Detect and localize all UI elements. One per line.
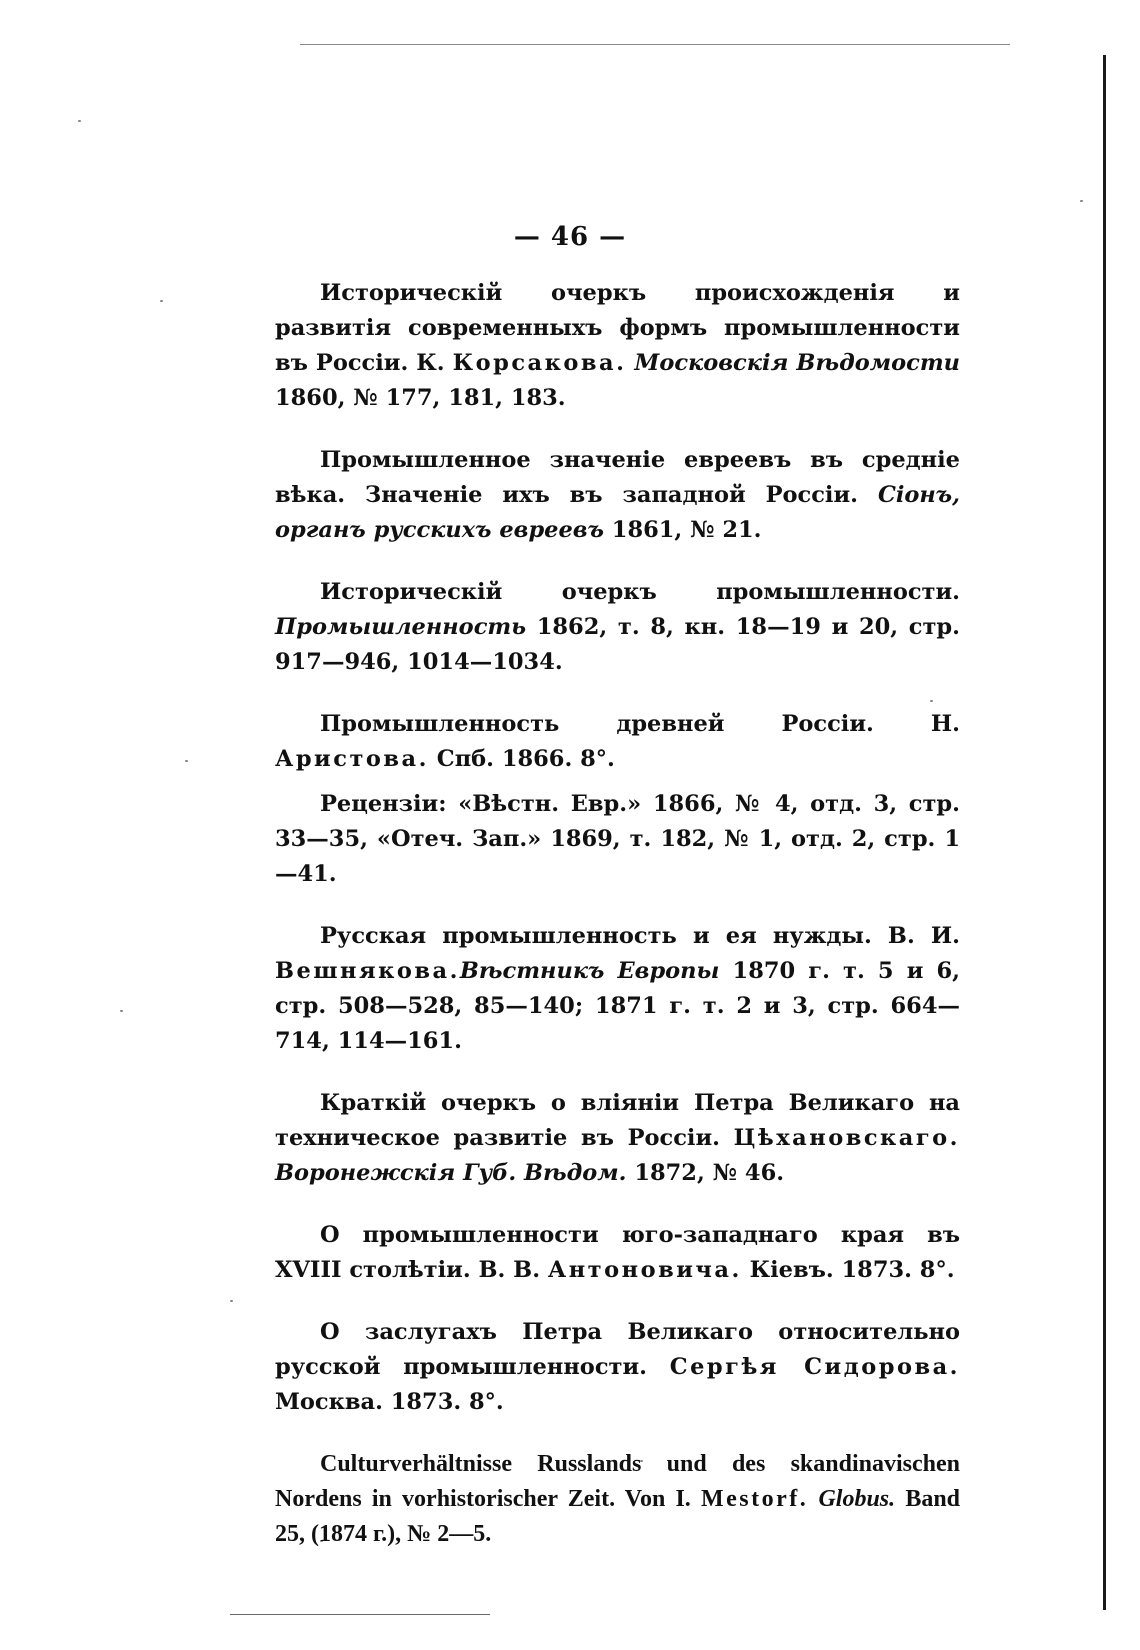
bibliography-entry [275, 443, 960, 548]
entry-source: Globus. [818, 1486, 896, 1512]
entry-text: Историческій очеркъ промышленности. [320, 579, 960, 605]
bibliography-entry [275, 276, 960, 416]
bibliography-entry [275, 575, 960, 680]
entry-text: О промышленности юго-западнаго края въ XVIII столѣтіи. В. В. [275, 1222, 960, 1283]
bibliography-entry [275, 707, 960, 777]
entry-source: Вѣстникъ Европы [459, 958, 720, 984]
page-number: — 46 — [513, 222, 627, 252]
entry-author: Корсакова. [452, 350, 627, 376]
entry-author: Аристова. [275, 746, 429, 772]
bibliography-entry [275, 1447, 960, 1552]
bibliography-entry [275, 1086, 960, 1191]
entry-text: Историческій очеркъ происхожденія и развитія современныхъ формъ промышленности въ Россіи. К. [275, 280, 960, 376]
entry-source: Сіонъ, органъ русскихъ евреевъ [275, 482, 960, 543]
bibliography-entry [275, 1218, 960, 1288]
entry-text: Кіевъ. 1873. 8°. [741, 1257, 955, 1283]
entry-source: Воронежскія Губ. Вѣдом. [275, 1160, 627, 1186]
entry-text: Culturverhältnisse Russlands und des skandinavischen Nordens in vorhistorischer Zeit. Von I. [275, 1451, 960, 1512]
entry-text: Промышленное значеніе евреевъ въ средніе вѣка. Значеніе ихъ въ западной Россіи. [275, 447, 960, 508]
entry-text: О заслугахъ Петра Великаго относительно русской промышленности. [275, 1319, 960, 1380]
entry-text: 1862, т. 8, кн. 18—19 и 20, стр. 917—946, 1014—1034. [275, 614, 960, 675]
bibliography-list [275, 276, 960, 1552]
entry-author: Вешнякова. [275, 958, 460, 984]
entry-author: Сергѣя Сидорова. [669, 1354, 960, 1380]
entry-author: Mestorf. [700, 1486, 809, 1512]
right-edge-line [1103, 55, 1106, 1610]
entry-text: 1860, № 177, 181, 183. [275, 385, 566, 411]
entry-text: 1872, № 46. [626, 1160, 785, 1186]
entry-author: Цѣхановскаго. [733, 1125, 960, 1151]
entry-source: Московскія Вѣдомости [634, 350, 960, 376]
entry-text: Рецензіи: «Вѣстн. Евр.» 1866, № 4, отд. 3, стр. 33—35, «Отеч. Зап.» 1869, т. 182, № 1, отд. 2, стр. 1—41. [275, 791, 960, 887]
entry-text: Промышленность древней Россіи. Н. [320, 711, 960, 737]
entry-text: Москва. 1873. 8°. [275, 1389, 504, 1415]
entry-text: Русская промышленность и ея нужды. В. И. [320, 923, 960, 949]
bibliography-entry [275, 1315, 960, 1420]
bottom-edge-line [230, 1614, 490, 1615]
entry-text: Спб. 1866. 8°. [428, 746, 615, 772]
entry-text: Краткій очеркъ о вліяніи Петра Великаго на техническое развитіе въ Россіи. [275, 1090, 960, 1151]
entry-text: Band 25, (1874 г.), № 2—5. [275, 1486, 961, 1547]
entry-text: 1870 г. т. 5 и 6, стр. 508—528, 85—140; 1871 г. т. 2 и 3, стр. 664—714, 114—161. [275, 958, 960, 1054]
bibliography-entry [275, 919, 960, 1059]
entry-source: Промышленность [275, 614, 527, 640]
review-note [275, 787, 960, 892]
top-edge-line [300, 44, 1010, 45]
entry-author: Антоновича. [547, 1257, 742, 1283]
entry-text: 1861, № 21. [603, 517, 762, 543]
